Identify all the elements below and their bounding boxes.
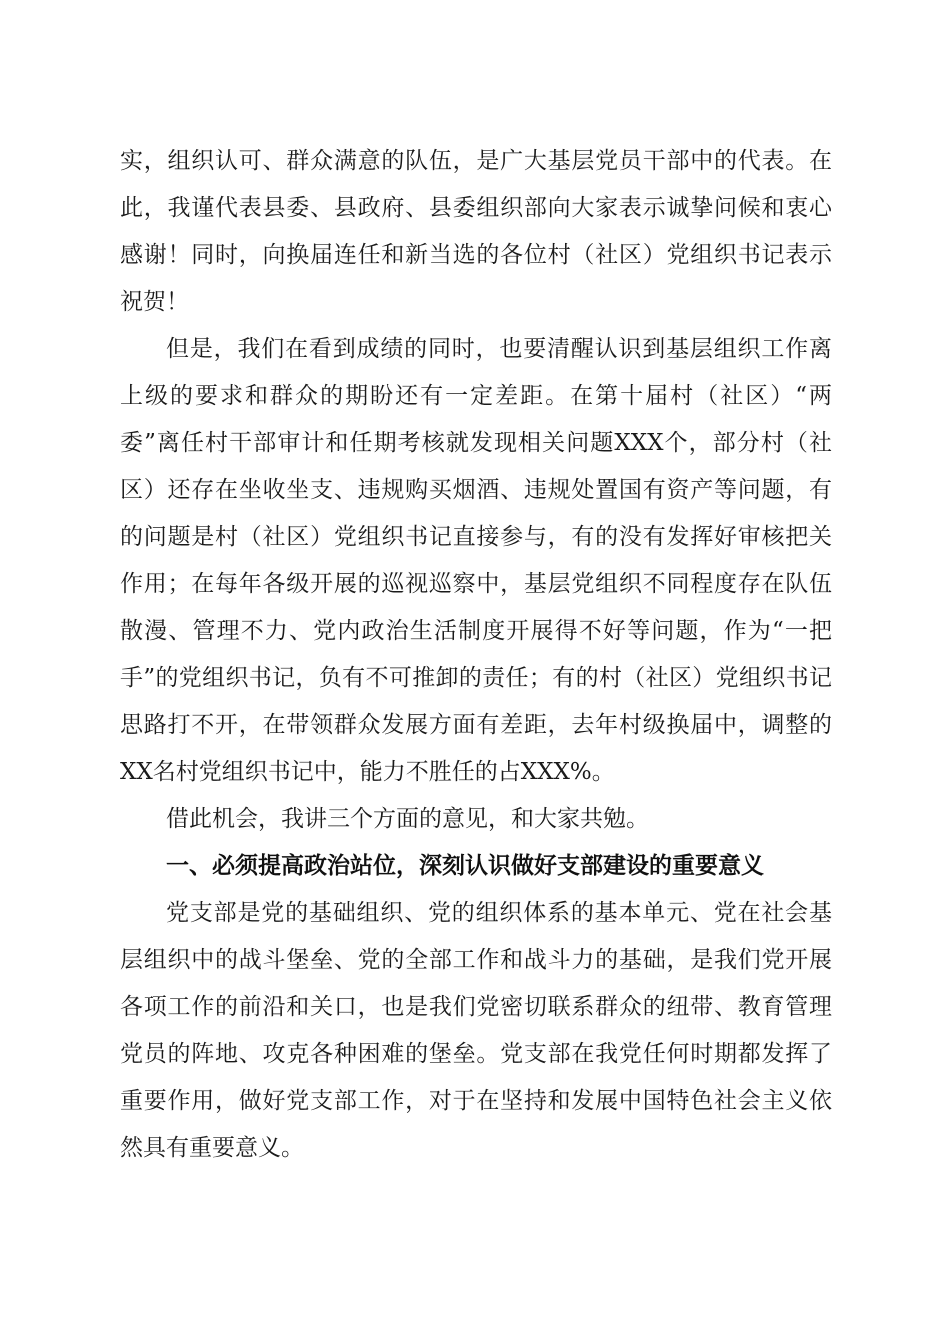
paragraph-continuation: 实，组织认可、群众满意的队伍，是广大基层党员干部中的代表。在此，我谨代表县委、县政府、县委组织部向大家表示诚挚问候和衷心感谢！同时，向换届连任和新当选的各位村（社区）党组织书记表示祝贺！ (120, 148, 832, 315)
paragraph-gap: 但是，我们在看到成绩的同时，也要清醒认识到基层组织工作离上级的要求和群众的期盼还有一定差距。在第十届村（社区）“两委”离任村干部审计和任期考核就发现相关问题XXX个，部分村（社区）还存在坐收坐支、违规购买烟酒、违规处置国有资产等问题，有的问题是村（社区）党组织书记直接参与，有的没有发挥好审核把关作用；在每年各级开展的巡视巡察中，基层党组织不同程度存在队伍散漫、管理不力、党内政治生活制度开展得不好等问题，作为“一把手”的党组织书记，负有不可推卸的责任；有的村（社区）党组织书记思路打不开，在带领群众发展方面有差距，去年村级换届中，调整的XX名村党组织书记中，能力不胜任的占XXX%。 (120, 336, 832, 785)
section-heading: 一、必须提高政治站位，深刻认识做好支部建设的重要意义 (166, 853, 764, 879)
paragraph-intro: 借此机会，我讲三个方面的意见，和大家共勉。 (166, 806, 649, 832)
document-body (120, 138, 832, 1172)
paragraph-branch-importance: 党支部是党的基础组织、党的组织体系的基本单元、党在社会基层组织中的战斗堡垒、党的全部工作和战斗力的基础，是我们党开展各项工作的前沿和关口，也是我们党密切联系群众的纽带、教育管理党员的阵地、攻克各种困难的堡垒。党支部在我党任何时期都发挥了重要作用，做好党支部工作，对于在坚持和发展中国特色社会主义依然具有重要意义。 (120, 900, 832, 1161)
